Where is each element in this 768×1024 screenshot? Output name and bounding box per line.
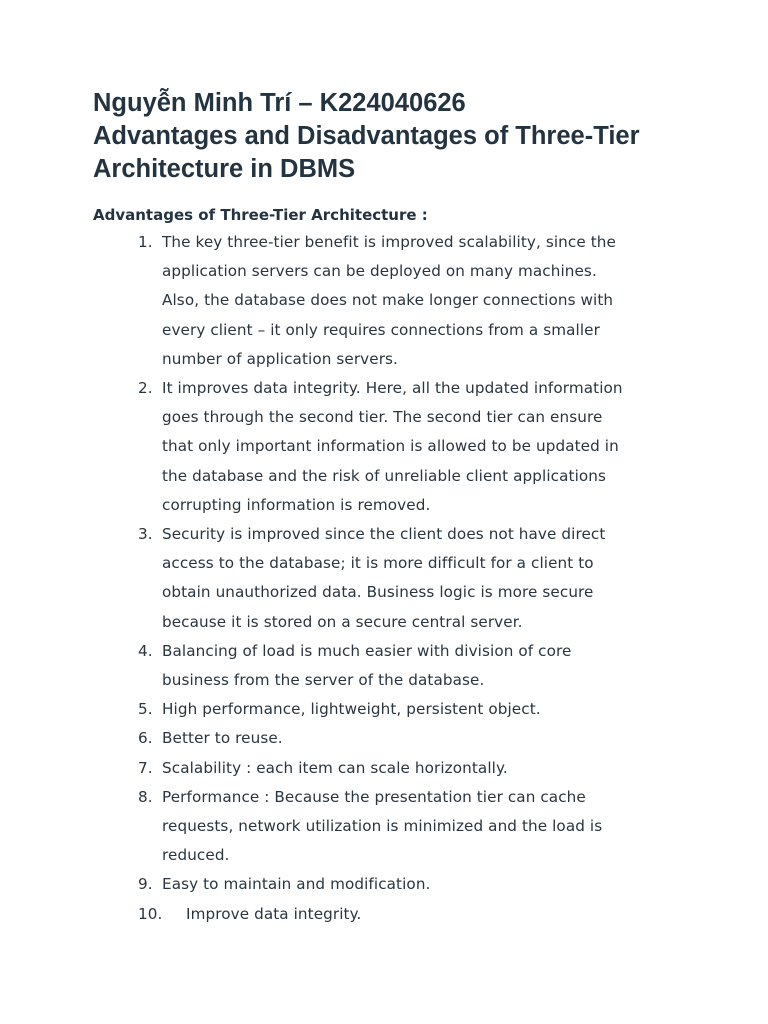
list-item-text-line: Balancing of load is much easier with division of core: [162, 641, 572, 660]
list-item-text-line: access to the database; it is more difficult for a client to: [162, 554, 594, 573]
list-item-text-line: number of application servers.: [162, 349, 398, 368]
list-item-text-line: Improve data integrity.: [186, 904, 362, 923]
list-item: [93, 870, 693, 899]
list-item-number: 9.: [138, 875, 153, 894]
list-item: [93, 228, 693, 374]
list-item: [93, 520, 693, 637]
list-item-text-line: obtain unauthorized data. Business logic is more secure: [162, 583, 594, 602]
list-item-text-line: The key three-tier benefit is improved scalability, since the: [162, 233, 616, 251]
list-item-number: 7.: [138, 758, 153, 777]
author-line: Nguyễn Minh Trí – K224040626: [93, 89, 466, 117]
list-item-text-line: business from the server of the database.: [162, 671, 485, 690]
list-item-text-line: because it is stored on a secure central server.: [162, 612, 523, 631]
list-item: [93, 695, 693, 724]
list-item-number: 2.: [138, 379, 153, 398]
list-item-number: 5.: [138, 700, 153, 719]
advantages-list: [93, 228, 693, 929]
list-item-number: 6.: [138, 729, 153, 748]
list-item: [93, 754, 693, 783]
list-item-text-line: the database and the risk of unreliable client applications: [162, 466, 607, 485]
list-item: [93, 374, 693, 520]
list-item-text-line: reduced.: [162, 846, 230, 865]
list-item-number: 10.: [138, 904, 163, 923]
list-item-text-line: Scalability : each item can scale horizontally.: [162, 758, 508, 777]
list-item-text-line: that only important information is allowed to be updated in: [162, 437, 619, 456]
list-item-text-line: High performance, lightweight, persistent object.: [162, 700, 541, 719]
document-title-line-1: Advantages and Disadvantages of Three-Tier: [93, 122, 640, 150]
list-item-number: 1.: [138, 233, 153, 251]
list-item-text-line: Performance : Because the presentation tier can cache: [162, 787, 586, 806]
list-item-number: 8.: [138, 787, 153, 806]
list-item-text-line: Security is improved since the client does not have direct: [162, 525, 606, 544]
list-item-text-line: Also, the database does not make longer connections with: [162, 291, 614, 310]
list-item-text-line: It improves data integrity. Here, all the updated information: [162, 379, 623, 398]
list-item-text-line: Easy to maintain and modification.: [162, 875, 431, 894]
list-item-text-line: requests, network utilization is minimized and the load is: [162, 817, 603, 836]
list-item-text-line: every client – it only requires connections from a smaller: [162, 320, 600, 339]
list-item: [93, 637, 693, 695]
list-item-text-line: goes through the second tier. The second tier can ensure: [162, 408, 603, 427]
list-item: [93, 783, 693, 871]
list-item: [93, 900, 693, 929]
list-item-number: 3.: [138, 525, 153, 544]
document-title-line-2: Architecture in DBMS: [93, 155, 356, 183]
list-item-text-line: corrupting information is removed.: [162, 495, 431, 514]
section-heading: Advantages of Three-Tier Architecture :: [93, 206, 428, 224]
list-item-text-line: Better to reuse.: [162, 729, 283, 748]
list-item-text-line: application servers can be deployed on many machines.: [162, 262, 597, 281]
list-item-number: 4.: [138, 641, 153, 660]
document-page: [93, 87, 693, 929]
list-item: [93, 724, 693, 753]
